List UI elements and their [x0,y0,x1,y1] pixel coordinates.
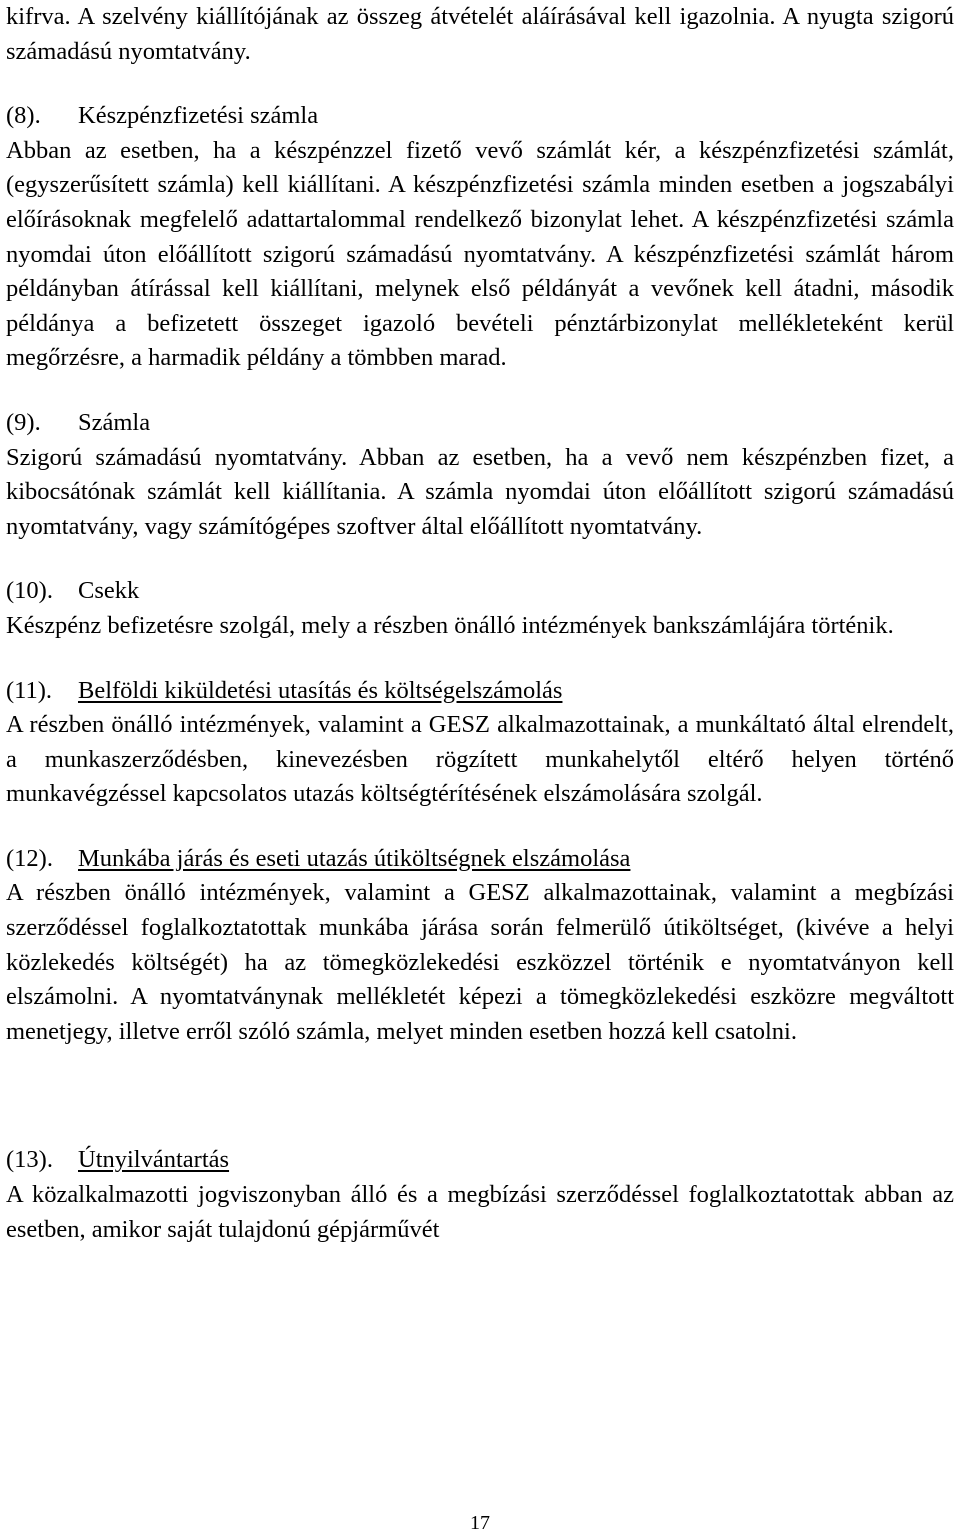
section-title: Készpénzfizetési számla [78,102,319,130]
spacer [6,1049,954,1143]
spacer [6,544,954,574]
section-heading [6,99,954,134]
section-body: A részben önálló intézmények, valamint a GESZ alkalmazottainak, valamint a megbízási szerződéssel foglalkoztatottak munkába járása során felmerülő útiköltséget, (kivéve a helyi közlekedés költségét) ha az tömegközlekedési eszközzel történik e nyomtatványon kell elszámolni. A nyomtatványnak mellékletét képezi a tömegközlekedési eszközre megváltott menetjegy, illetve erről szóló számla, melyet minden esetben hozzá kell csatolni. [6,879,954,1045]
section-heading [6,1143,954,1178]
section-title: Számla [78,408,151,436]
section-body: Szigorú számadású nyomtatvány. Abban az esetben, ha a vevő nem készpénzben fizet, a kibocsátónak számlát kell kiállítania. A számla nyomdai úton előállított szigorú számadású nyomtatvány, vagy számítógépes szoftver által előállított nyomtatvány. [6,443,954,540]
section-number: (10). [6,577,53,605]
section-12 [6,842,954,1050]
section-11 [6,674,954,812]
section-number: (12). [6,844,53,872]
section-title: Munkába járás és eseti utazás útiköltségnek elszámolása [78,844,631,872]
section-body: Készpénz befizetésre szolgál, mely a részben önálló intézmények bankszámlájára történik. [6,611,894,639]
spacer [6,812,954,842]
spacer [6,69,954,99]
section-body: A közalkalmazotti jogviszonyban álló és a megbízási szerződéssel foglalkoztatottak abban az esetben, amikor saját tulajdonú gépjárművét [6,1181,954,1243]
section-heading [6,406,954,441]
section-title: Csekk [78,577,140,605]
section-number: (11). [6,676,53,704]
section-body: A részben önálló intézmények, valamint a GESZ alkalmazottainak, a munkáltató által elrendelt, a munkaszerződésben, kinevezésben rögzített munkahelytől eltérő helyen történő munkavégzéssel kapcsolatos utazás költségtérítésének elszámolására szolgál. [6,711,954,808]
section-number: (8). [6,102,41,130]
section-title: Belföldi kiküldetési utasítás és költségelszámolás [78,676,563,704]
section-8 [6,99,954,376]
section-heading [6,674,954,709]
section-9 [6,406,954,544]
document-page [6,0,954,1247]
section-number: (9). [6,408,41,436]
page-number: 17 [470,1512,490,1534]
section-body: Abban az esetben, ha a készpénzzel fizető vevő számlát kér, a készpénzfizetési számlát, (egyszerűsített számla) kell kiállítani. A készpénzfizetési számla minden esetben a jogszabályi előírásoknak megfelelő adattartalommal rendelkező bizonylat lehet. A készpénzfizetési számla nyomdai úton előállított szigorú számadású nyomtatvány. A készpénzfizetési számlát három példányban átírással kell kiállítani, melynek első példányát a vevőnek kell átadni, második példánya a befizetett összeget igazoló bevételi pénztárbizonylat mellékleteként kerül megőrzésre, a harmadik példány a tömbben marad. [6,136,954,372]
intro-paragraph: kifrva. A szelvény kiállítójának az összeg átvételét aláírásával kell igazolnia. A nyugta szigorú számadású nyomtatvány. [6,3,954,65]
section-title: Útnyilvántartás [78,1146,230,1174]
spacer [6,644,954,674]
spacer [6,376,954,406]
section-heading [6,842,954,877]
section-13 [6,1143,954,1247]
section-number: (13). [6,1146,53,1174]
section-heading [6,574,954,609]
section-10 [6,574,954,643]
